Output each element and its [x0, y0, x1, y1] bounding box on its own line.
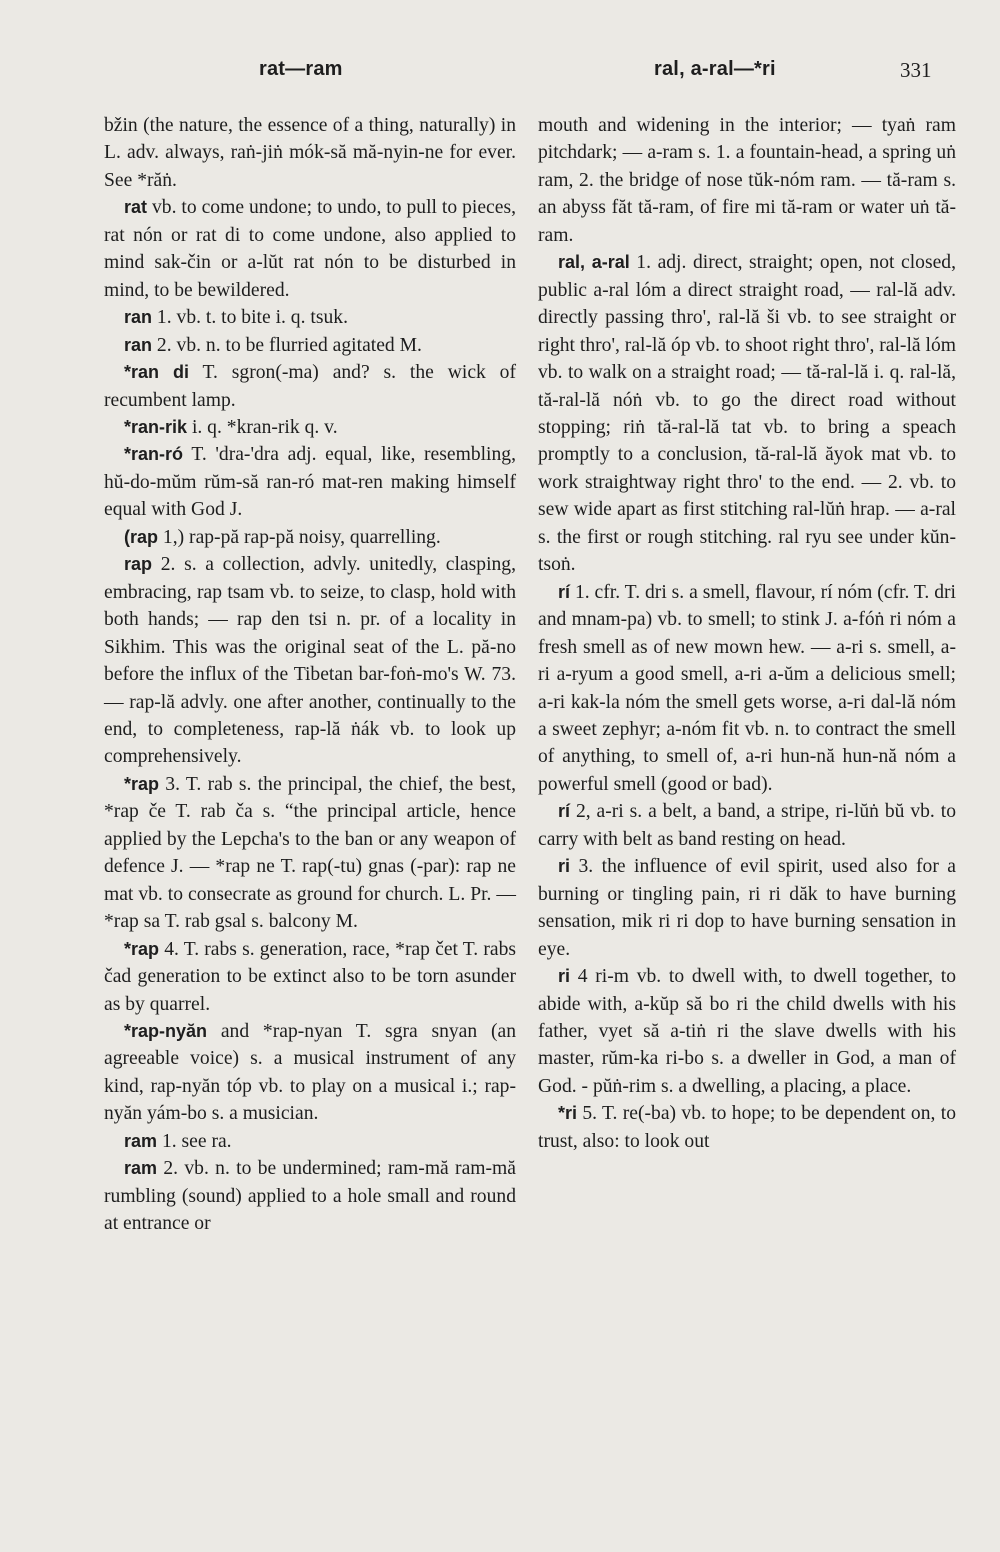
- entry-headword: ram: [124, 1158, 158, 1179]
- dictionary-entry: [538, 1100, 956, 1155]
- entry-headword: ran: [124, 334, 153, 355]
- dictionary-entry: [104, 1155, 516, 1237]
- dictionary-entry: [104, 1128, 516, 1155]
- dictionary-entry: [104, 304, 516, 331]
- dictionary-entry: [104, 1018, 516, 1128]
- entry-headword: *rap: [124, 938, 160, 959]
- entry-text: 1,) rap-pă rap-pă noisy, quarrelling.: [162, 526, 441, 548]
- entry-headword: ri: [558, 856, 571, 877]
- dictionary-entry: [538, 579, 956, 799]
- entry-text: 3. the influence of evil spirit, used also for a burning or tingling pain, ri ri dăk to have burning sensation, mik ri ri dop to have burning sensation in eye.: [538, 856, 957, 960]
- entry-text: 2. vb. n. to be flurried agitated M.: [156, 334, 422, 356]
- right-column: [538, 112, 956, 1155]
- dictionary-entry: [104, 551, 516, 771]
- entry-text: 1. adj. direct, straight; open, not closed, public a-ral lóm a direct straight road, — ral-lă adv. directly passing thro', ral-lă ši vb. to see straight or right thro', ral-lă óp vb. to shoot right thro', ral-lă lóm vb. to walk on a straight road; — tă-ral-lă i. q. ral-lă, tă-ral-lă nóṅ vb. to go the direct road without stopping; riṅ tă-ral-lă tat vb. to bring a speach promptly to a conclusion, tă-ral-lă ăyok mat vb. to work straightway right thro' to the end. — 2. vb. to sew wide apart as first stitching ral-lŭṅ hrap. — a-ral s. the first or rough stitching. ral ryu see under kŭn-tsoṅ.: [538, 252, 956, 576]
- entry-text: T. 'dra-'dra adj. equal, like, resembling, hŭ-do-mŭm rŭm-să ran-ró mat-ren making himself equal with God J.: [104, 444, 516, 521]
- entry-text: 2. s. a collection, advly. unitedly, clasping, embracing, rap tsam vb. to seize, to clasp, hold with both hands; — rap den tsi n. pr. of a locality in Sikhim. This was the original seat of the L. pă-no before the influx of the Tibetan bar-foṅ-mo's W. 73. — rap-lă advly. one after another, continually to the end, to completeness, rap-lă ṅák vb. to look up comprehensively.: [104, 554, 517, 768]
- entry-headword: (rap: [124, 526, 159, 547]
- dictionary-entry: [104, 414, 516, 441]
- entry-headword: ram: [124, 1130, 158, 1151]
- dictionary-entry: [104, 112, 516, 194]
- dictionary-entry: [104, 524, 516, 551]
- entry-headword: *rap: [124, 773, 160, 794]
- dictionary-entry: [104, 194, 516, 304]
- dictionary-entry: [538, 853, 956, 963]
- page-number: 331: [900, 58, 932, 82]
- entry-headword: *ran di: [124, 362, 189, 383]
- left-column: [104, 112, 516, 1238]
- dictionary-entry: [538, 112, 956, 249]
- entry-text: mouth and widening in the interior; — tyaṅ ram pitchdark; — a-ram s. 1. a fountain-head, a spring uṅ ram, 2. the bridge of nose tŭk-nóm ram. — tă-ram s. an abyss făt tă-ram, of fire mi tă-ram or water uṅ tă-ram.: [538, 115, 956, 246]
- dictionary-entry: [538, 249, 956, 578]
- entry-text: 5. T. re(-ba) vb. to hope; to be dependent on, to trust, also: to look out: [538, 1103, 956, 1152]
- entry-headword: ran: [124, 307, 153, 328]
- entry-text: 1. vb. t. to bite i. q. tsuk.: [156, 307, 348, 329]
- entry-headword: *ran-ró: [124, 444, 184, 465]
- entry-headword: *ran-rik: [124, 416, 188, 437]
- entry-text: 2. vb. n. to be undermined; ram-mă ram-mă rumbling (sound) applied to a hole small and round at entrance or: [104, 1158, 516, 1235]
- running-header-right: ral, a-ral—*ri: [654, 58, 776, 80]
- entry-text: 4. T. rabs s. generation, race, *rap čet T. rabs čad generation to be extinct also to be torn asunder as by quarrel.: [104, 938, 516, 1015]
- entry-headword: rap: [124, 554, 153, 575]
- dictionary-entry: [538, 798, 956, 853]
- running-header-left: rat—ram: [259, 58, 343, 80]
- dictionary-entry: [104, 332, 516, 359]
- entry-text: 1. cfr. T. dri s. a smell, flavour, rí nóm (cfr. T. dri and mnam-pa) vb. to smell; to stink J. a-fóṅ ri nóm a fresh smell as of new mown hew. — a-ri s. smell, a-ri a-ryum a good smell, a-ri a-ŭm a delicious smell; a-ri kak-la nóm the smell gets worse, a-ri dal-lă nóm a sweet zephyr; a-nóm fit vb. n. to contract the smell of anything, to smell of, a-ri hun-nă hun-nă nóm a powerful smell (good or bad).: [538, 581, 956, 795]
- entry-text: 4 ri-m vb. to dwell with, to dwell together, to abide with, a-kŭp să bo ri the child dwells with his father, vyet să a-tiṅ ri the slave dwells with his master, rŭm-ka ri-bo s. a dweller in God, a man of God. - pŭṅ-rim s. a dwelling, a placing, a place.: [538, 966, 956, 1097]
- entry-text: vb. to come undone; to undo, to pull to pieces, rat nón or rat di to come undone, also applied to mind sak-čin or a-lŭt rat nón to be disturbed in mind, to be bewildered.: [104, 197, 516, 301]
- entry-headword: *ri: [558, 1103, 578, 1124]
- entry-headword: rat: [124, 197, 148, 218]
- entry-text: bžin (the nature, the essence of a thing, naturally) in L. adv. always, raṅ-jiṅ mók-să mă-nyin-ne for ever. See *răṅ.: [104, 115, 516, 191]
- entry-text: 1. see ra.: [161, 1130, 232, 1152]
- dictionary-entry: [104, 936, 516, 1018]
- dictionary-entry: [538, 963, 956, 1100]
- entry-text: 2, a-ri s. a belt, a band, a stripe, ri-lŭṅ bŭ vb. to carry with belt as band resting on head.: [538, 801, 956, 850]
- entry-headword: rí: [558, 801, 571, 822]
- dictionary-entry: [104, 441, 516, 523]
- entry-headword: *rap-nyăn: [124, 1020, 208, 1041]
- entry-text: 3. T. rab s. the principal, the chief, the best, *rap če T. rab ča s. “the principal article, hence applied by the Lepcha's to the ban or any weapon of defence J. — *rap ne T. rap(-tu) gnas (-par): rap ne mat vb. to consecrate as ground for church. L. Pr. — *rap sa T. rab gsal s. balcony M.: [104, 773, 516, 933]
- entry-text: T. sgron(-ma) and? s. the wick of recumbent lamp.: [104, 362, 517, 411]
- dictionary-entry: [104, 359, 516, 414]
- dictionary-entry: [104, 771, 516, 936]
- entry-headword: ri: [558, 966, 571, 987]
- entry-text: and *rap-nyan T. sgra snyan (an agreeable voice) s. a musical instrument of any kind, rap-nyăn tóp vb. to play on a musical i.; rap-nyăn yám-bo s. a musician.: [104, 1020, 516, 1125]
- entry-headword: rí: [558, 581, 571, 602]
- entry-headword: ral, a-ral: [558, 252, 630, 273]
- entry-text: i. q. *kran-rik q. v.: [191, 416, 338, 438]
